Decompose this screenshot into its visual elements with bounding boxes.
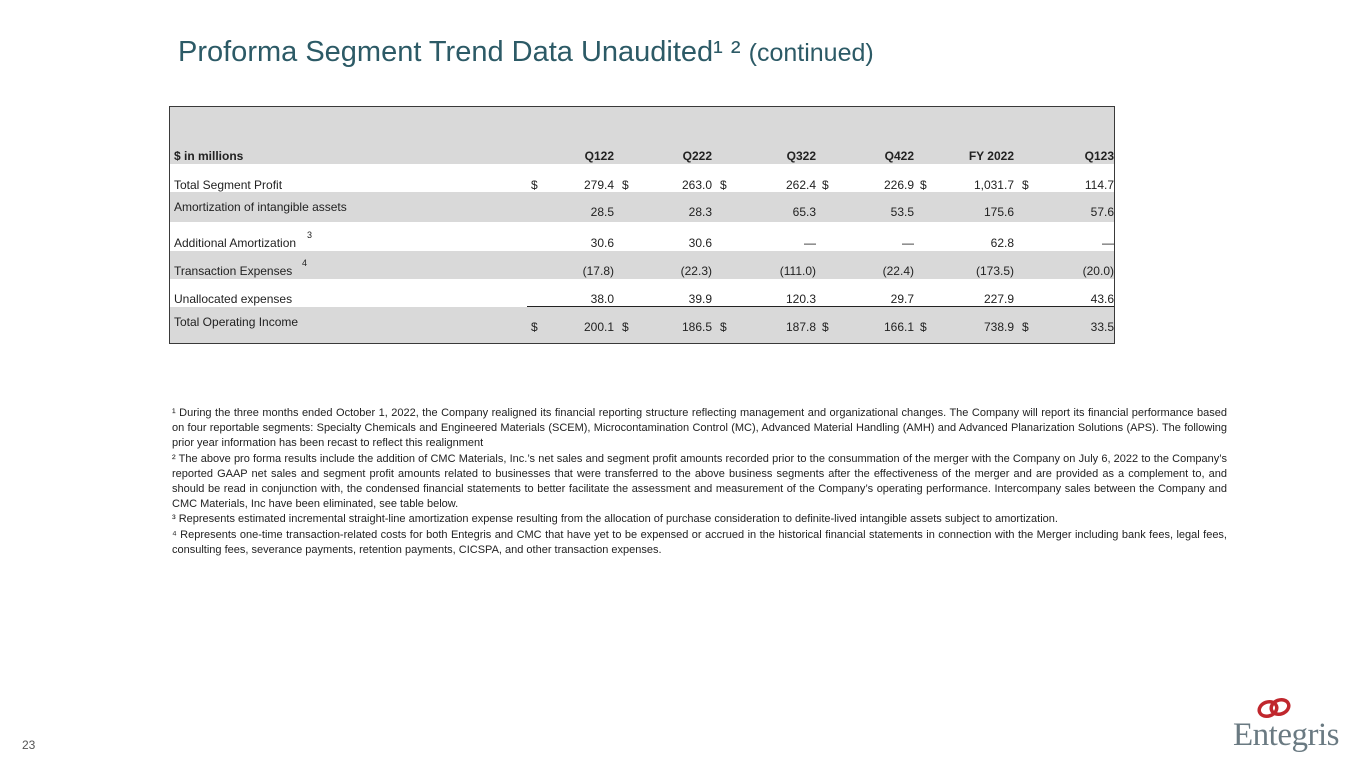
row-label: Amortization of intangible assets xyxy=(174,200,347,214)
dollar-sign: $ xyxy=(531,178,538,192)
cell-value: — xyxy=(902,236,914,250)
footnote-2: ² The above pro forma results include the addition of CMC Materials, Inc.’s net sales and segment profit amounts recorded prior to the consummation of the merger with the Company on July 6, 2022 to the Company’s reported GAAP net sales and segment profit amounts related to businesses that were transferred to the above business segments after the effectiveness of the merger and are provided as a complement to, and should be read in conjunction with, the condensed financial statements to better facilitate the assessment and measurement of the Company’s operating performance. Intercompany sales between the Company and CMC Materials, Inc have been eliminated, see table below. xyxy=(172,452,1227,511)
cell-value: (20.0) xyxy=(1082,264,1114,278)
cell-value: 279.4 xyxy=(583,178,614,192)
header-label: $ in millions xyxy=(174,149,244,163)
header-col: Q123 xyxy=(1084,149,1114,163)
cell-value: 187.8 xyxy=(785,320,816,334)
row-label: Total Segment Profit xyxy=(174,178,283,192)
cell-value: (173.5) xyxy=(975,264,1014,278)
cell-value: 1,031.7 xyxy=(973,178,1014,192)
dollar-sign: $ xyxy=(1022,320,1029,334)
footnote-1: ¹ During the three months ended October 1, 2022, the Company realigned its financial reporting structure reflecting management and organizational changes. The Company will report its financial performance based on four reportable segments: Specialty Chemicals and Engineered Materials (SCEM), Microcontamination Control (MC), Advanced Material Handling (AMH) and Advanced Planarization Solutions (APS). The following prior year information has been recast to reflect this realignment xyxy=(172,407,1227,450)
dollar-sign: $ xyxy=(920,178,927,192)
cell-value: 227.9 xyxy=(983,292,1014,306)
cell-value: 114.7 xyxy=(1084,178,1114,192)
cell-value: 262.4 xyxy=(785,178,816,192)
cell-value: — xyxy=(804,236,816,250)
dollar-sign: $ xyxy=(531,320,538,334)
page-title xyxy=(178,36,874,69)
footnote-3: ³ Represents estimated incremental straight-line amortization expense resulting from the allocation of purchase consideration to definite-lived intangible assets subject to amortization. xyxy=(172,513,1058,526)
header-col: FY 2022 xyxy=(968,149,1014,163)
header-col: Q122 xyxy=(584,149,614,163)
footnote-4: ⁴ Represents one-time transaction-related costs for both Entegris and CMC that have yet to be expensed or accrued in the historical financial statements in connection with the Merger including bank fees, legal fees, consulting fees, severance payments, retention payments, CICSPA, and other transaction expenses. xyxy=(172,528,1227,556)
cell-value: 738.9 xyxy=(983,320,1014,334)
title-main: Proforma Segment Trend Data Unaudited¹ ² xyxy=(178,36,741,68)
cell-value: (111.0) xyxy=(779,264,816,278)
cell-value: (22.4) xyxy=(882,264,914,278)
dollar-sign: $ xyxy=(622,320,629,334)
cell-value: 186.5 xyxy=(681,320,712,334)
subtotal-rule xyxy=(527,306,1114,307)
cell-value: — xyxy=(1102,236,1114,250)
cell-value: 166.1 xyxy=(883,320,914,334)
row-footnote-ref: 3 xyxy=(307,230,313,240)
cell-value: 29.7 xyxy=(890,292,914,306)
page-number: 23 xyxy=(22,738,36,752)
dollar-sign: $ xyxy=(622,178,629,192)
dollar-sign: $ xyxy=(1022,178,1029,192)
logo-mark-icon xyxy=(1255,697,1295,719)
entegris-logo xyxy=(1233,717,1345,753)
row-label: Transaction Expenses xyxy=(174,264,293,278)
dollar-sign: $ xyxy=(822,178,829,192)
title-sub: (continued) xyxy=(748,39,874,67)
cell-value: 30.6 xyxy=(590,236,614,250)
cell-value: 65.3 xyxy=(792,205,816,219)
header-col: Q422 xyxy=(884,149,914,163)
cell-value: 38.0 xyxy=(590,292,614,306)
dollar-sign: $ xyxy=(720,320,727,334)
cell-value: 120.3 xyxy=(785,292,816,306)
footnotes xyxy=(172,406,1227,558)
dollar-sign: $ xyxy=(920,320,927,334)
cell-value: 53.5 xyxy=(890,205,914,219)
dollar-sign: $ xyxy=(822,320,829,334)
row-label: Additional Amortization xyxy=(174,236,297,250)
row-label: Unallocated expenses xyxy=(174,292,293,306)
cell-value: 200.1 xyxy=(583,320,614,334)
segment-table xyxy=(169,106,1115,344)
logo-wordmark: Entegris xyxy=(1233,717,1339,753)
header-col: Q322 xyxy=(786,149,816,163)
cell-value: 57.6 xyxy=(1090,205,1114,219)
header-col: Q222 xyxy=(682,149,712,163)
cell-value: 263.0 xyxy=(681,178,712,192)
cell-value: (17.8) xyxy=(582,264,614,278)
cell-value: 33.5 xyxy=(1090,320,1114,334)
row-footnote-ref: 4 xyxy=(302,258,308,268)
cell-value: 226.9 xyxy=(883,178,914,192)
cell-value: 28.3 xyxy=(688,205,712,219)
cell-value: (22.3) xyxy=(680,264,712,278)
dollar-sign: $ xyxy=(720,178,727,192)
row-label: Total Operating Income xyxy=(174,315,299,329)
cell-value: 43.6 xyxy=(1090,292,1114,306)
cell-value: 28.5 xyxy=(590,205,614,219)
cell-value: 62.8 xyxy=(990,236,1014,250)
cell-value: 30.6 xyxy=(688,236,712,250)
cell-value: 175.6 xyxy=(983,205,1014,219)
cell-value: 39.9 xyxy=(688,292,712,306)
